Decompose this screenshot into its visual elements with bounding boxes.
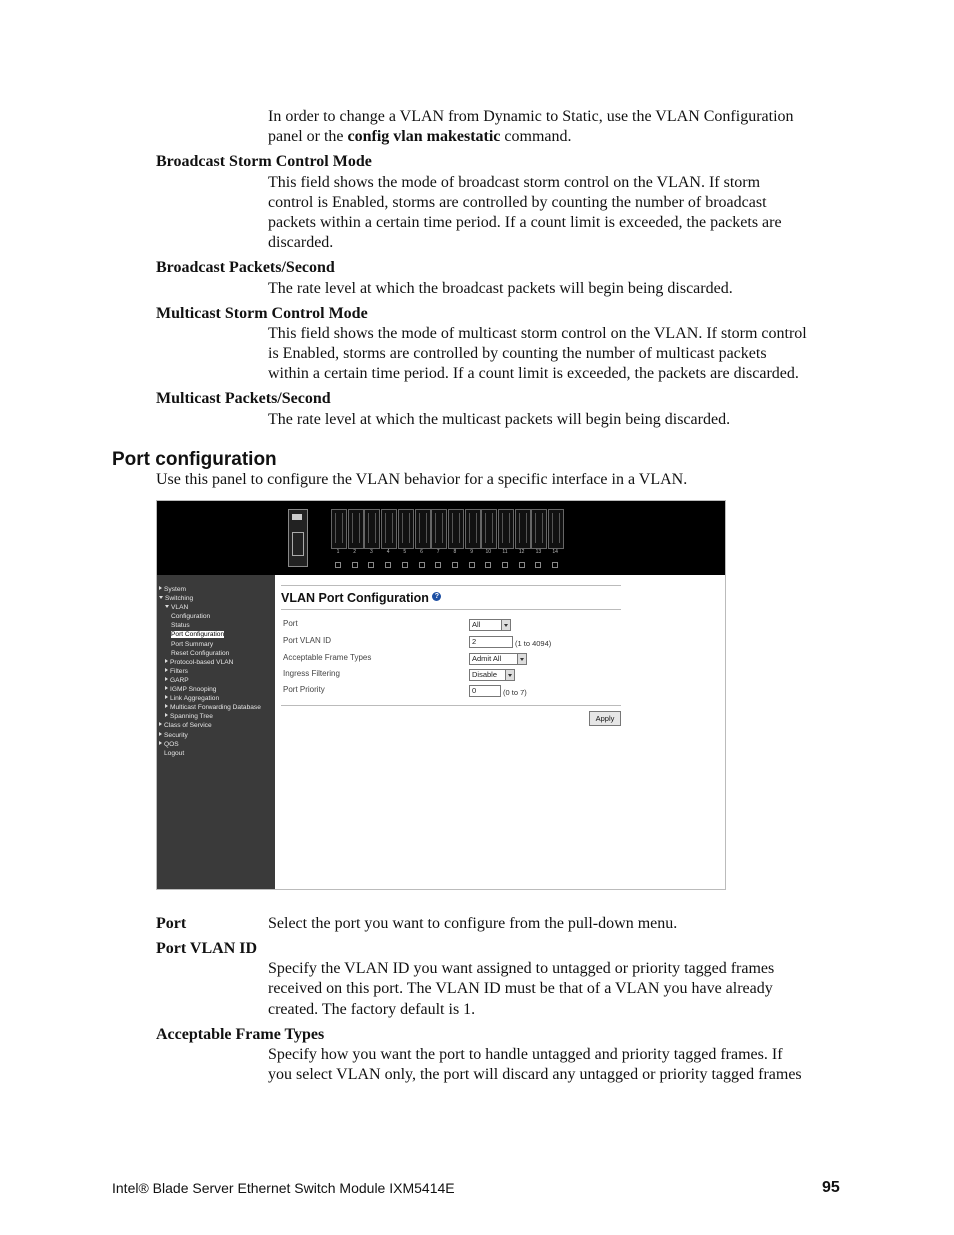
port-number-label: 3 — [370, 549, 373, 555]
nav-item-label: Port Configuration — [171, 631, 225, 639]
pvid-input[interactable]: 2 — [469, 636, 513, 648]
nav-item[interactable] — [159, 594, 261, 603]
desc-line: The rate level at which the broadcast packets will begin being discarded. — [268, 280, 733, 297]
ethernet-port — [481, 509, 497, 549]
chevron-down-icon — [505, 670, 514, 680]
ethernet-port — [331, 509, 347, 549]
nav-item[interactable] — [159, 694, 261, 703]
port-number-label: 11 — [502, 549, 508, 555]
term-broadcast-packets-second: Broadcast Packets/Second — [156, 259, 335, 276]
term-multicast-storm-control-mode: Multicast Storm Control Mode — [156, 305, 368, 322]
desc-line: within a certain time period. If a count limit is exceeded, the packets are discarded. — [268, 365, 799, 382]
nav-item-label: Link Aggregation — [170, 695, 220, 703]
ethernet-port — [515, 509, 531, 549]
expand-right-icon[interactable] — [165, 704, 168, 708]
chevron-down-icon — [517, 654, 526, 664]
expand-right-icon[interactable] — [165, 695, 168, 699]
switch-faceplate-banner — [157, 501, 725, 575]
nav-item-label: Status — [171, 622, 190, 630]
nav-item-label: Switching — [165, 595, 194, 603]
port-number-label: 13 — [535, 549, 542, 555]
port-number-label: 6 — [420, 549, 423, 555]
ingress-filtering-label: Ingress Filtering — [283, 669, 340, 678]
nav-item-label: Port Summary — [171, 640, 214, 648]
nav-item[interactable] — [159, 721, 261, 730]
nav-item[interactable] — [159, 712, 261, 721]
expand-down-icon[interactable] — [159, 596, 163, 599]
nav-item[interactable] — [159, 731, 261, 740]
desc-line: created. The factory default is 1. — [268, 1001, 476, 1018]
port-led-icon — [469, 562, 475, 568]
port-number-label: 5 — [403, 549, 407, 555]
nav-item[interactable] — [159, 658, 261, 667]
nav-item[interactable] — [159, 676, 261, 685]
port-led-icon — [485, 562, 491, 568]
aft-select-value: Admit All — [472, 654, 502, 663]
vlan-port-config-screenshot — [156, 500, 726, 890]
port-led-icon — [452, 562, 458, 568]
footer-title: Intel® Blade Server Ethernet Switch Module IXM5414E — [112, 1180, 455, 1196]
expand-right-icon[interactable] — [165, 713, 168, 717]
intro-line-1: In order to change a VLAN from Dynamic to Static, use the VLAN Configuration — [268, 108, 794, 125]
desc-line: This field shows the mode of broadcast storm control on the VLAN. If storm — [268, 174, 761, 191]
desc-line: discarded. — [268, 234, 334, 251]
expand-right-icon[interactable] — [165, 677, 168, 681]
expand-right-icon[interactable] — [159, 741, 162, 745]
desc-line: received on this port. The VLAN ID must be that of a VLAN you have already — [268, 980, 773, 997]
nav-item-label: Configuration — [171, 613, 211, 621]
nav-item-label: Filters — [170, 667, 188, 675]
ethernet-port — [415, 509, 431, 549]
nav-item-label: Spanning Tree — [170, 713, 213, 721]
nav-item[interactable] — [159, 740, 261, 749]
nav-item[interactable] — [159, 603, 261, 612]
port-number-label: 2 — [353, 549, 357, 555]
desc-line: Specify the VLAN ID you want assigned to untagged or priority tagged frames — [268, 960, 775, 977]
expand-down-icon[interactable] — [165, 605, 169, 608]
port-number-label: 14 — [552, 549, 558, 555]
ingress-filtering-select[interactable] — [469, 669, 515, 681]
port-led-icon — [535, 562, 541, 568]
expand-right-icon[interactable] — [159, 732, 162, 736]
nav-item-label: Logout — [164, 749, 185, 757]
port-number-label: 7 — [436, 549, 440, 555]
desc-line: control is Enabled, storms are controlled by counting the number of broadcast — [268, 194, 767, 211]
priority-range-hint: (0 to 7) — [503, 688, 527, 697]
desc-line: Specify how you want the port to handle untagged and priority tagged frames. If — [268, 1046, 783, 1063]
port-select-value: All — [472, 620, 481, 629]
ethernet-port — [381, 509, 397, 549]
port-number-label: 1 — [336, 549, 340, 555]
pvid-label: Port VLAN ID — [283, 636, 332, 645]
port-led-icon — [435, 562, 441, 568]
ethernet-port — [448, 509, 464, 549]
nav-sidebar — [157, 575, 275, 890]
term-acceptable-frame-types: Acceptable Frame Types — [156, 1026, 325, 1043]
ingress-select-value: Disable — [472, 670, 498, 679]
port-priority-label: Port Priority — [283, 685, 325, 694]
page-number: 95 — [822, 1179, 840, 1196]
pvid-range-hint: (1 to 4094) — [515, 639, 552, 648]
port-number-label: 12 — [518, 549, 525, 555]
intro-line-2-post: command. — [500, 128, 572, 145]
port-led-icon — [385, 562, 391, 568]
port-led-icon — [519, 562, 525, 568]
port-led-icon — [419, 562, 425, 568]
nav-item-label: Multicast Forwarding Database — [170, 704, 261, 712]
nav-item-label: System — [164, 586, 186, 593]
nav-item-label: Protocol-based VLAN — [170, 658, 234, 666]
nav-item[interactable] — [159, 585, 261, 594]
term-port-vlan-id: Port VLAN ID — [156, 940, 258, 957]
panel-title: VLAN Port Configuration ? — [281, 591, 441, 605]
term-multicast-packets-second: Multicast Packets/Second — [156, 390, 331, 407]
port-number-label: 10 — [485, 549, 492, 555]
desc-line: Select the port you want to configure from the pull-down menu. — [268, 915, 678, 932]
nav-item-label: GARP — [170, 676, 189, 684]
port-select[interactable] — [469, 619, 511, 631]
port-led-icon — [402, 562, 408, 568]
nav-item[interactable] — [159, 621, 261, 630]
expand-right-icon[interactable] — [165, 686, 168, 690]
term-broadcast-storm-control-mode: Broadcast Storm Control Mode — [156, 153, 372, 170]
acceptable-frame-types-select[interactable] — [469, 653, 527, 665]
help-icon[interactable]: ? — [432, 592, 441, 601]
ethernet-port — [465, 509, 481, 549]
ethernet-port — [548, 509, 564, 549]
apply-button[interactable]: Apply — [589, 711, 621, 726]
acceptable-frame-types-label: Acceptable Frame Types — [283, 653, 372, 662]
term-port: Port — [156, 915, 187, 932]
port-number-label: 4 — [386, 549, 390, 555]
port-label: Port — [283, 619, 298, 628]
desc-line: packets within a certain time period. If a count limit is exceeded, the packets are — [268, 214, 782, 231]
port-led-icon — [335, 562, 341, 568]
intro-line-2-pre: panel or the — [268, 128, 348, 145]
port-led-icon — [552, 562, 558, 568]
port-priority-input[interactable]: 0 — [469, 685, 501, 697]
nav-item[interactable] — [159, 749, 261, 758]
section-heading: Port configuration — [112, 449, 277, 470]
expand-right-icon[interactable] — [165, 668, 168, 672]
nav-item[interactable] — [159, 703, 261, 712]
config-panel — [275, 575, 725, 889]
nav-item[interactable] — [159, 685, 261, 694]
ethernet-port — [498, 509, 514, 549]
expand-right-icon[interactable] — [159, 586, 162, 590]
nav-item[interactable] — [159, 630, 261, 639]
section-intro: Use this panel to configure the VLAN behavior for a specific interface in a VLAN. — [156, 471, 688, 488]
desc-line: you select VLAN only, the port will discard any untagged or priority tagged frames — [268, 1066, 802, 1083]
intro-line-2 — [268, 127, 572, 147]
nav-item-label: QOS — [164, 740, 179, 748]
ethernet-port — [431, 509, 447, 549]
port-led-icon — [352, 562, 358, 568]
port-number-label: 8 — [453, 549, 457, 555]
nav-item[interactable] — [159, 649, 261, 658]
nav-tree — [159, 585, 261, 758]
nav-item-label: Security — [164, 731, 188, 739]
desc-line: This field shows the mode of multicast storm control on the VLAN. If storm control — [268, 325, 807, 342]
nav-item[interactable] — [159, 640, 261, 649]
nav-item-label: VLAN — [171, 604, 189, 612]
module-handle — [288, 509, 308, 567]
expand-right-icon[interactable] — [159, 722, 162, 726]
port-led-icon — [368, 562, 374, 568]
ethernet-port — [348, 509, 364, 549]
nav-item[interactable] — [159, 667, 261, 676]
port-number-label: 9 — [470, 549, 473, 555]
nav-item-label: IGMP Snooping — [170, 686, 217, 694]
ethernet-port — [398, 509, 414, 549]
expand-right-icon[interactable] — [165, 659, 168, 663]
chevron-down-icon — [501, 620, 510, 630]
nav-item[interactable] — [159, 612, 261, 621]
nav-item-label: Reset Configuration — [171, 649, 230, 657]
command-name: config vlan makestatic — [347, 128, 501, 145]
desc-line: is Enabled, storms are controlled by counting the number of multicast packets — [268, 345, 767, 362]
desc-line: The rate level at which the multicast packets will begin being discarded. — [268, 411, 731, 428]
ethernet-port — [531, 509, 547, 549]
port-led-icon — [502, 562, 508, 568]
ethernet-port — [364, 509, 380, 549]
nav-item-label: Class of Service — [164, 722, 212, 730]
